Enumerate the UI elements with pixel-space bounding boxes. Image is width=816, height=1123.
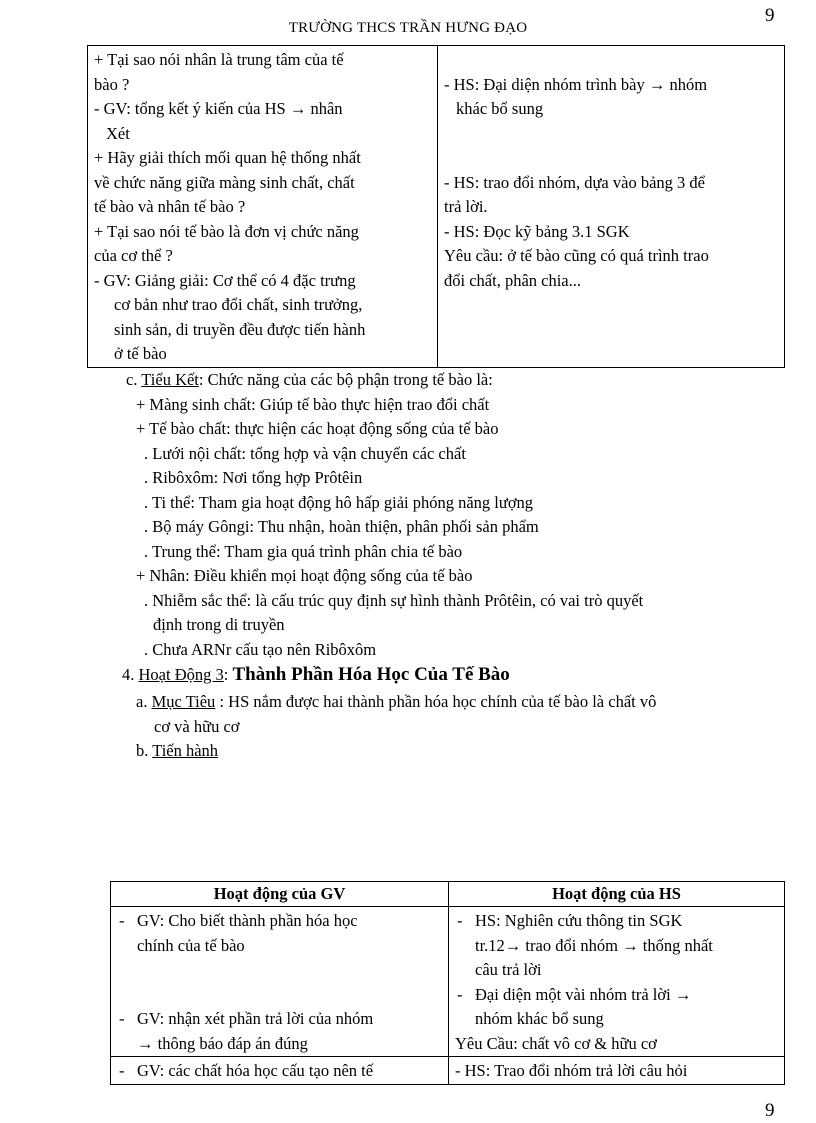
table-line: cơ bản như trao đổi chất, sinh trưởng,: [114, 295, 363, 314]
list-item: . Ti thể: Tham gia hoạt động hô hấp giải phóng năng lượng: [144, 492, 534, 512]
header-hs: Hoạt động của HS: [449, 882, 785, 907]
list-item: định trong di truyền: [153, 615, 285, 634]
table-line: - GV: nhận xét phần trả lời của nhóm: [119, 1009, 374, 1028]
student-column: [438, 46, 785, 368]
table-line: trả lời.: [444, 197, 488, 216]
teacher-column: [88, 46, 438, 368]
list-item: . Trung thể: Tham gia quá trình phân chia tế bào: [144, 541, 463, 561]
table-line: - GV: các chất hóa học cấu tạo nên tế: [119, 1061, 374, 1080]
muc-tieu-line: a. Mục Tiêu : HS nắm được hai thành phần hóa học chính của tế bào là chất vô: [136, 692, 657, 711]
list-item: + Nhân: Điều khiển mọi hoạt động sống của tế bào: [136, 566, 473, 585]
table-line: - GV: Cho biết thành phần hóa học: [119, 911, 358, 930]
table-line: - HS: Đọc kỹ bảng 3.1 SGK: [444, 221, 630, 241]
table-line: + Tại sao nói tế bào là đơn vị chức năng: [94, 221, 359, 241]
list-item: . Chưa ARNr cấu tạo nên Ribôxôm: [144, 639, 377, 659]
tien-hanh-line: b. Tiến hành: [136, 741, 219, 760]
tieu-ket-heading: c. Tiểu Kết: Chức năng của các bộ phận trong tế bào là:: [126, 370, 493, 389]
list-item: . Lưới nội chất: tổng hợp và vận chuyển các chất: [144, 443, 466, 463]
table-line: Yêu Cầu: chất vô cơ & hữu cơ: [455, 1033, 657, 1053]
table-line: nhóm khác bổ sung: [475, 1009, 604, 1028]
table-line: của cơ thể ?: [94, 246, 173, 265]
table-line: tr.12→ trao đổi nhóm → thống nhất: [475, 935, 713, 955]
section-4-body: [136, 690, 656, 764]
page-header: TRƯỜNG THCS TRẦN HƯNG ĐẠO: [288, 20, 528, 36]
list-item: . Bộ máy Gôngi: Thu nhận, hoàn thiện, phân phối sản phẩm: [144, 517, 539, 536]
table-line: + Hãy giải thích mối quan hệ thống nhất: [94, 148, 361, 167]
list-item: + Tế bào chất: thực hiện các hoạt động sống của tế bào: [136, 419, 499, 438]
activity-table-2: [110, 881, 785, 1085]
table-line: ở tế bào: [114, 344, 167, 363]
table-line: tế bào và nhân tế bào ?: [94, 197, 246, 216]
list-item: . Ribôxôm: Nơi tổng hợp Prôtêin: [144, 468, 363, 487]
table-line: - GV: tổng kết ý kiến của HS → nhân: [94, 99, 343, 118]
page-number-bottom: 9: [765, 1100, 775, 1121]
table-line: sinh sản, di truyền đều được tiến hành: [114, 319, 366, 339]
tien-hanh-label: Tiến hành: [152, 741, 219, 760]
muc-tieu-label: Mục Tiêu: [151, 692, 216, 711]
table-line: đổi chất, phân chia...: [444, 270, 581, 290]
table-line: - Đại diện một vài nhóm trả lời →: [457, 984, 692, 1004]
table-line: - HS: trao đổi nhóm, dựa vào bảng 3 để: [444, 172, 705, 192]
table-line: - HS: Đại diện nhóm trình bày → nhóm: [444, 74, 708, 94]
student-column: [449, 907, 785, 1057]
muc-tieu-continuation: cơ và hữu cơ: [154, 716, 240, 736]
section-4-label: Hoạt Động 3: [138, 665, 224, 684]
section-4-heading: 4. Hoạt Động 3: Thành Phần Hóa Học Của Tế Bào: [122, 664, 510, 685]
student-column: [449, 1057, 785, 1085]
page-number-top: 9: [765, 5, 775, 26]
list-item: . Nhiễm sắc thể: là cấu trúc quy định sự hình thành Prôtêin, có vai trò quyết: [144, 590, 644, 610]
header-gv: Hoạt động của GV: [111, 882, 449, 907]
table-line: khác bổ sung: [456, 99, 544, 118]
table-line: bào ?: [94, 74, 130, 94]
table-line: + Tại sao nói nhân là trung tâm của tế: [94, 50, 344, 69]
table-line: Xét: [106, 123, 130, 143]
table-line: → thông báo đáp án đúng: [137, 1033, 308, 1053]
table-line: - GV: Giảng giải: Cơ thể có 4 đặc trưng: [94, 270, 356, 290]
section-4-title: Thành Phần Hóa Học Của Tế Bào: [232, 664, 510, 685]
tieu-ket-section: [126, 368, 643, 662]
teacher-column: [111, 907, 449, 1057]
table-line: chính của tế bào: [137, 935, 245, 955]
table-line: - HS: Trao đổi nhóm trả lời câu hỏi: [455, 1061, 688, 1080]
table-line: về chức năng giữa màng sinh chất, chất: [94, 172, 355, 192]
activity-table-1: [87, 45, 785, 368]
tieu-ket-label: Tiểu Kết: [141, 370, 199, 389]
list-item: + Màng sinh chất: Giúp tế bào thực hiện trao đổi chất: [136, 394, 490, 414]
table-line: - HS: Nghiên cứu thông tin SGK: [457, 911, 683, 930]
teacher-column: [111, 1057, 449, 1085]
table-line: Yêu cầu: ở tế bào cũng có quá trình trao: [444, 246, 709, 265]
table-line: câu trả lời: [475, 960, 542, 979]
